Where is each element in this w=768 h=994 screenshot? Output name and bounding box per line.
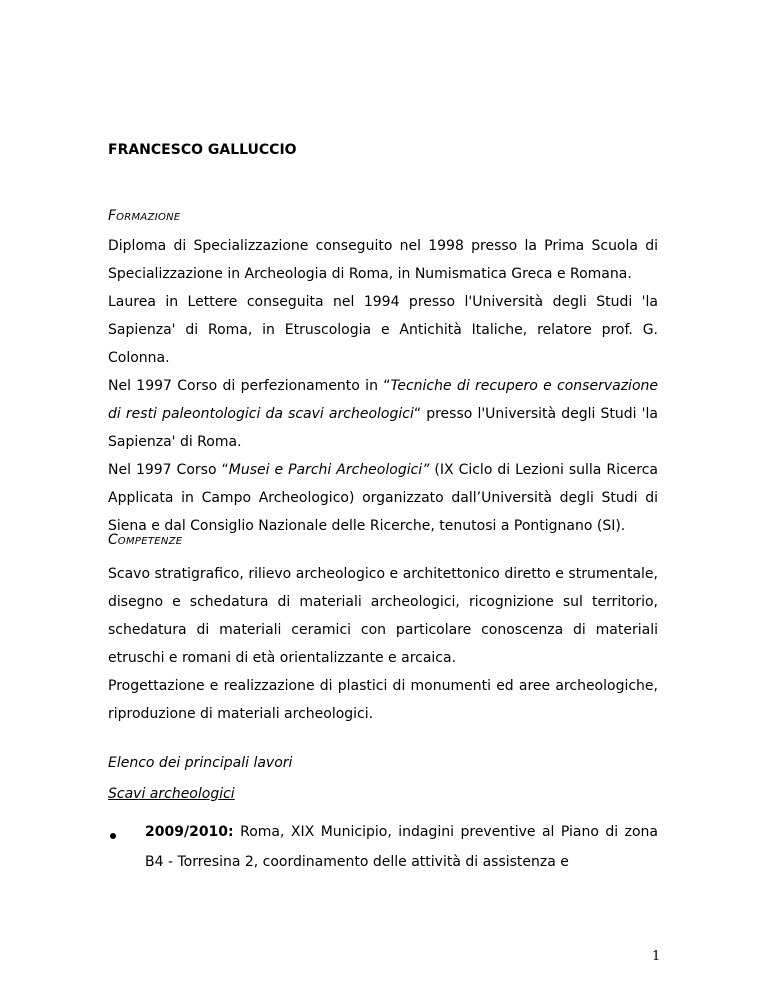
course-title: Tecniche di recupero e conservazione di resti paleontologici da scavi archeologici bbox=[108, 378, 659, 422]
formazione-body bbox=[108, 232, 658, 540]
subheading-scavi: Scavi archeologici bbox=[108, 786, 235, 802]
section-heading-formazione: FORMAZIONE bbox=[108, 208, 181, 224]
section-heading-competenze: COMPETENZE bbox=[108, 532, 183, 548]
bullet-icon bbox=[110, 833, 116, 839]
paragraph-corso-perfezionamento: Nel 1997 Corso di perfezionamento in “Tecniche di recupero e conservazione di resti paleontologici da scavi archeologici“ presso l'Università degli Studi 'la Sapienza' di Roma. bbox=[108, 378, 659, 450]
author-name: FRANCESCO GALLUCCIO bbox=[108, 142, 297, 158]
list-item: 2009/2010: Roma, XIX Municipio, indagini preventive al Piano di zona B4 - Torresina 2, coordinamento delle attività di assistenza e bbox=[145, 824, 658, 870]
item-date: 2009/2010: bbox=[145, 824, 234, 840]
course-title: Musei e Parchi Archeologici” bbox=[228, 462, 430, 478]
page-number: 1 bbox=[652, 949, 661, 964]
competenze-body bbox=[108, 560, 658, 728]
paragraph-corso-musei: Nel 1997 Corso “Musei e Parchi Archeologici” (IX Ciclo di Lezioni sulla Ricerca Applicata in Campo Archeologico) organizzato dall’Università degli Studi di Siena e dal Consiglio Nazionale delle Ricerche, tenutosi a Pontignano (SI). bbox=[108, 462, 658, 534]
paragraph-models: Progettazione e realizzazione di plastici di monumenti ed aree archeologiche, riproduzione di materiali archeologici. bbox=[108, 678, 658, 722]
section-heading-lavori: Elenco dei principali lavori bbox=[108, 755, 293, 771]
paragraph-diploma: Diploma di Specializzazione conseguito nel 1998 presso la Prima Scuola di Specializzazione in Archeologia di Roma, in Numismatica Greca e Romana. bbox=[108, 238, 658, 282]
paragraph-laurea: Laurea in Lettere conseguita nel 1994 presso l'Università degli Studi 'la Sapienza' di Roma, in Etruscologia e Antichità Italiche, relatore prof. G. Colonna. bbox=[108, 294, 658, 366]
paragraph-skills: Scavo stratigrafico, rilievo archeologico e architettonico diretto e strumentale, disegno e schedatura di materiali archeologici, ricognizione sul territorio, schedatura di materiali ceramici con particolare conoscenza di materiali etruschi e romani di età orientalizzante e arcaica. bbox=[108, 566, 658, 666]
